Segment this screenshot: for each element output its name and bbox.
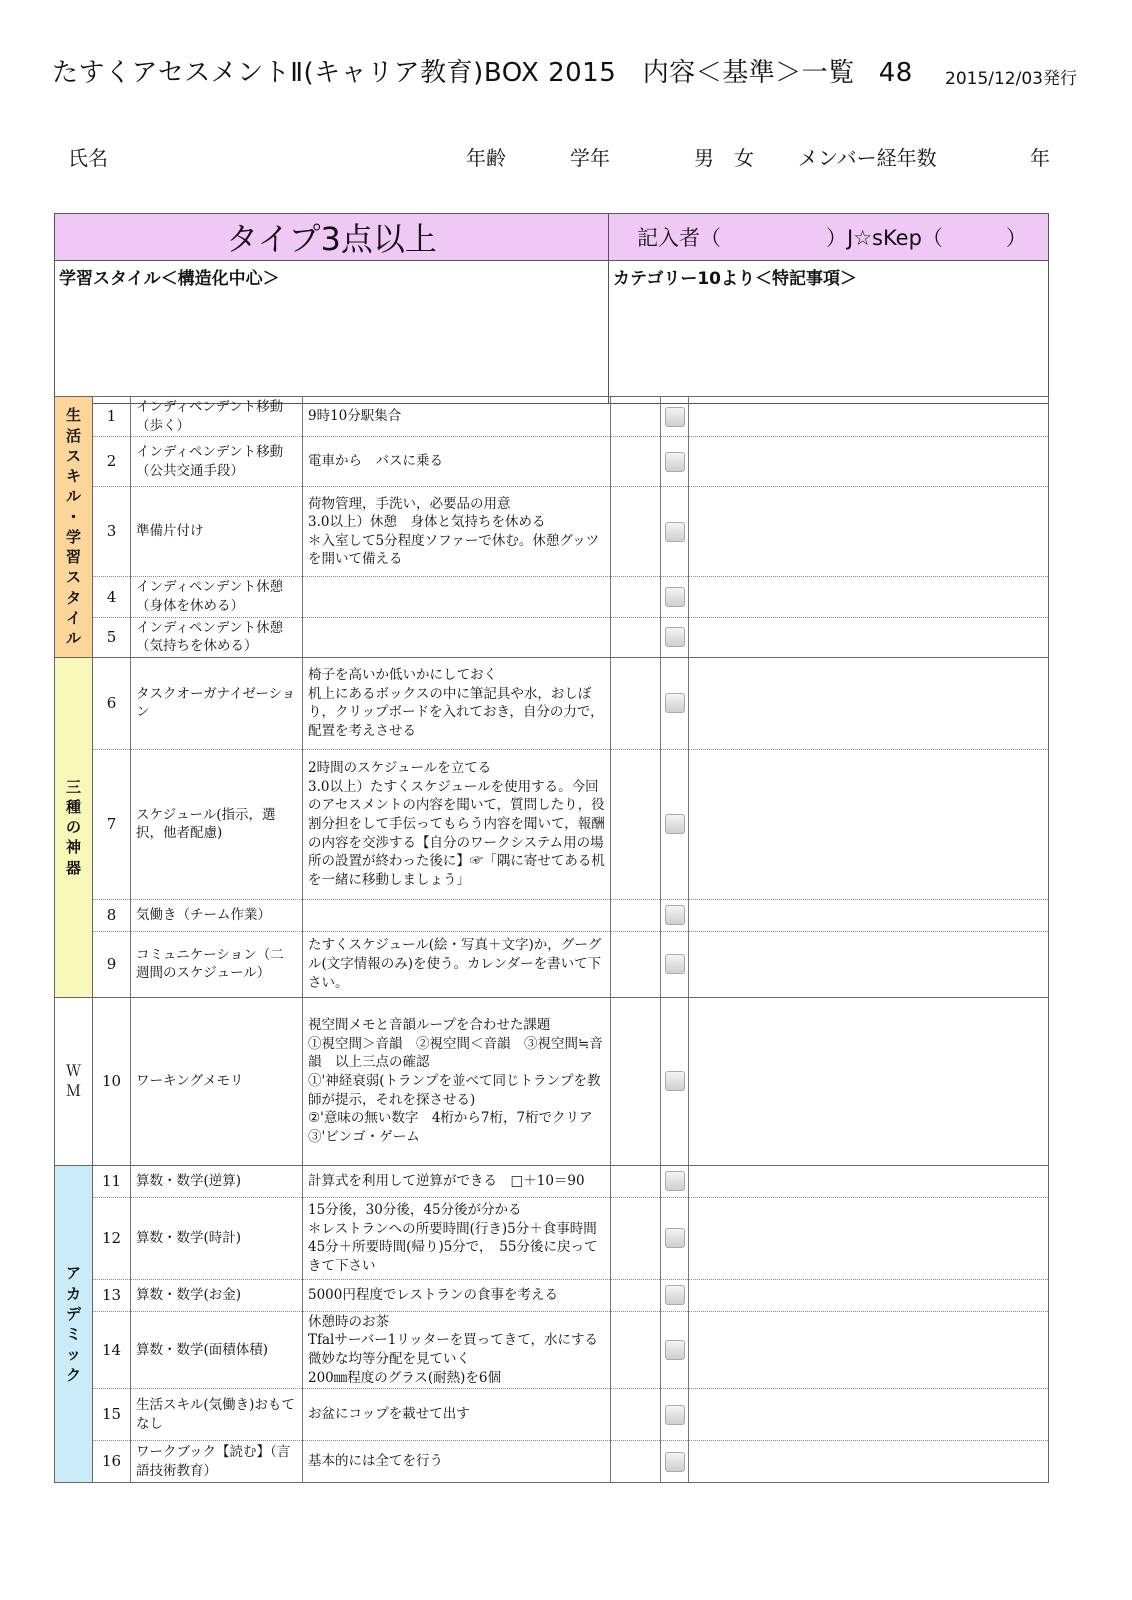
score-cell[interactable]	[611, 397, 661, 437]
year-unit-label: 年	[1030, 146, 1050, 170]
item-name: タスクオーガナイゼーション	[131, 657, 303, 749]
checkbox[interactable]	[665, 627, 685, 647]
table-row	[55, 1311, 1049, 1389]
assessment-table-body	[55, 397, 1049, 1483]
notes-cell[interactable]	[689, 437, 1049, 487]
table-row	[55, 997, 1049, 1165]
score-cell[interactable]	[611, 1441, 661, 1483]
item-name: コミュニケーション（二週間のスケジュール）	[131, 931, 303, 997]
notes-cell[interactable]	[689, 1311, 1049, 1389]
category-note-box[interactable]	[609, 261, 1049, 404]
category-label: Ｗ Ｍ	[55, 997, 93, 1165]
score-cell[interactable]	[611, 437, 661, 487]
score-cell[interactable]	[611, 1197, 661, 1279]
check-cell	[661, 657, 689, 749]
assessment-table	[54, 396, 1049, 1483]
notes-cell[interactable]	[689, 899, 1049, 931]
checkbox[interactable]	[665, 1071, 685, 1091]
notes-cell[interactable]	[689, 931, 1049, 997]
check-cell	[661, 397, 689, 437]
item-content: 2時間のスケジュールを立てる 3.0以上）たすくスケジュールを使用する。今回のアセスメントの内容を聞いて，質問したり，役割分担をして手伝ってもらう内容を聞いて，報酬の内容を交渉する【自分のワークシステム用の場所の設置が終わった後に】☞「隅に寄せてある机を一緒に移動しましょう」	[303, 749, 611, 899]
category-label: 三 種 の 神 器	[55, 657, 93, 997]
document-number: 48	[878, 58, 913, 88]
gender-label: 男 女	[694, 146, 754, 170]
document-title	[52, 52, 913, 89]
item-name: 気働き（チーム作業）	[131, 899, 303, 931]
notes-cell[interactable]	[689, 1165, 1049, 1197]
checkbox[interactable]	[665, 1405, 685, 1425]
check-cell	[661, 487, 689, 577]
table-row	[55, 487, 1049, 577]
item-name: インディペンデント移動（公共交通手段）	[131, 437, 303, 487]
item-number: 4	[93, 577, 131, 617]
checkbox[interactable]	[665, 693, 685, 713]
checkbox[interactable]	[665, 522, 685, 542]
notes-cell[interactable]	[689, 749, 1049, 899]
check-cell	[661, 1197, 689, 1279]
item-number: 13	[93, 1279, 131, 1311]
notes-cell[interactable]	[689, 1197, 1049, 1279]
score-cell[interactable]	[611, 997, 661, 1165]
notes-cell[interactable]	[689, 1389, 1049, 1441]
score-cell[interactable]	[611, 749, 661, 899]
category-note-label: カテゴリー10より＜特記事項＞	[613, 269, 857, 289]
item-content	[303, 617, 611, 657]
score-cell[interactable]	[611, 577, 661, 617]
item-name: 準備片付け	[131, 487, 303, 577]
item-content: 15分後，30分後，45分後が分かる ＊レストランへの所要時間(行き)5分＋食事時間45分＋所要時間(帰り)5分で， 55分後に戻ってきて下さい	[303, 1197, 611, 1279]
score-cell[interactable]	[611, 1165, 661, 1197]
item-content	[303, 899, 611, 931]
score-cell[interactable]	[611, 657, 661, 749]
table-row	[55, 899, 1049, 931]
table-row	[55, 1197, 1049, 1279]
item-number: 8	[93, 899, 131, 931]
score-cell[interactable]	[611, 1311, 661, 1389]
checkbox[interactable]	[665, 452, 685, 472]
table-row	[55, 617, 1049, 657]
checkbox[interactable]	[665, 1452, 685, 1472]
item-number: 7	[93, 749, 131, 899]
checkbox[interactable]	[665, 1285, 685, 1305]
item-content: 5000円程度でレストランの食事を考える	[303, 1279, 611, 1311]
notes-cell[interactable]	[689, 997, 1049, 1165]
item-name: 算数・数学(逆算)	[131, 1165, 303, 1197]
notes-cell[interactable]	[689, 487, 1049, 577]
table-row	[55, 437, 1049, 487]
item-number: 2	[93, 437, 131, 487]
table-row	[55, 1165, 1049, 1197]
checkbox[interactable]	[665, 954, 685, 974]
item-content: 荷物管理，手洗い，必要品の用意 3.0以上）休憩 身体と気持ちを休める ＊入室して5分程度ソファーで休む。休憩グッツを開いて備える	[303, 487, 611, 577]
item-content: たすくスケジュール(絵・写真＋文字)か，グーグル(文字情報のみ)を使う。カレンダーを書いて下さい。	[303, 931, 611, 997]
item-number: 14	[93, 1311, 131, 1389]
item-content	[303, 577, 611, 617]
item-name: 生活スキル(気働き)おもてなし	[131, 1389, 303, 1441]
check-cell	[661, 1389, 689, 1441]
check-cell	[661, 577, 689, 617]
summary-table	[54, 213, 1049, 404]
item-number: 1	[93, 397, 131, 437]
score-cell[interactable]	[611, 1389, 661, 1441]
item-number: 15	[93, 1389, 131, 1441]
checkbox[interactable]	[665, 587, 685, 607]
item-number: 6	[93, 657, 131, 749]
category-label: ア カ デ ミ ッ ク	[55, 1165, 93, 1483]
item-number: 16	[93, 1441, 131, 1483]
member-years-label: メンバー経年数	[798, 146, 937, 170]
check-cell	[661, 1311, 689, 1389]
item-number: 10	[93, 997, 131, 1165]
item-content: 休憩時のお茶 Tfalサーバー1リッターを買ってきて，水にする微妙な均等分配を見ていく 200㎜程度のグラス(耐熱)を6個	[303, 1311, 611, 1389]
score-cell[interactable]	[611, 1279, 661, 1311]
item-content: 視空間メモと音韻ループを合わせた課題 ①視空間＞音韻 ②視空間＜音韻 ③視空間≒音韻 以上三点の確認 ①'神経衰弱(トランプを並べて同じトランプを教師が提示，それを探させる) ②'意味の無い数字 4桁から7桁，7桁でクリア ③'ビンゴ・ゲーム	[303, 997, 611, 1165]
learning-style-box[interactable]	[55, 261, 609, 404]
check-cell	[661, 437, 689, 487]
item-name: 算数・数学(面積体積)	[131, 1311, 303, 1389]
item-name: インディペンデント休憩（気持ちを休める）	[131, 617, 303, 657]
table-row	[55, 1441, 1049, 1483]
item-content: 計算式を利用して逆算ができる □＋10＝90	[303, 1165, 611, 1197]
item-name: ワークブック【読む】（言語技術教育）	[131, 1441, 303, 1483]
learning-style-label: 学習スタイル＜構造化中心＞	[59, 269, 280, 289]
checkbox[interactable]	[665, 1171, 685, 1191]
notes-cell[interactable]	[689, 1279, 1049, 1311]
item-content: 電車から バスに乗る	[303, 437, 611, 487]
type-heading: タイプ3点以上	[55, 214, 609, 261]
score-cell[interactable]	[611, 899, 661, 931]
item-content: お盆にコップを載せて出す	[303, 1389, 611, 1441]
grade-label: 学年	[570, 146, 610, 170]
item-name: ワーキングメモリ	[131, 997, 303, 1165]
item-number: 3	[93, 487, 131, 577]
notes-cell[interactable]	[689, 397, 1049, 437]
checkbox[interactable]	[665, 814, 685, 834]
notes-cell[interactable]	[689, 1441, 1049, 1483]
age-label: 年齢	[466, 146, 506, 170]
table-row	[55, 657, 1049, 749]
notes-cell[interactable]	[689, 617, 1049, 657]
table-row	[55, 749, 1049, 899]
score-cell[interactable]	[611, 931, 661, 997]
item-name: インディペンデント移動（歩く）	[131, 397, 303, 437]
item-number: 12	[93, 1197, 131, 1279]
checkbox[interactable]	[665, 1228, 685, 1248]
name-label: 氏名	[68, 146, 108, 170]
check-cell	[661, 1441, 689, 1483]
category-label: 生 活 ス キ ル ・ 学 習 ス タ イ ル	[55, 397, 93, 658]
item-content: 基本的には全てを行う	[303, 1441, 611, 1483]
item-number: 11	[93, 1165, 131, 1197]
notes-cell[interactable]	[689, 577, 1049, 617]
title-text: たすくアセスメントⅡ(キャリア教育)BOX 2015 内容＜基準＞一覧	[52, 58, 855, 88]
table-row	[55, 1389, 1049, 1441]
item-number: 5	[93, 617, 131, 657]
table-row	[55, 931, 1049, 997]
recorder-field[interactable]: 記入者（ ）J☆sKep（ ）	[609, 214, 1049, 261]
item-name: 算数・数学(お金)	[131, 1279, 303, 1311]
check-cell	[661, 899, 689, 931]
issue-date: 2015/12/03発行	[945, 69, 1077, 89]
item-name: インディペンデント休憩（身体を休める）	[131, 577, 303, 617]
item-number: 9	[93, 931, 131, 997]
check-cell	[661, 1165, 689, 1197]
item-name: 算数・数学(時計)	[131, 1197, 303, 1279]
person-info-row	[0, 142, 1132, 172]
check-cell	[661, 749, 689, 899]
score-cell[interactable]	[611, 487, 661, 577]
table-row	[55, 1279, 1049, 1311]
table-row	[55, 577, 1049, 617]
check-cell	[661, 931, 689, 997]
check-cell	[661, 1279, 689, 1311]
check-cell	[661, 617, 689, 657]
table-row	[55, 397, 1049, 437]
item-content: 9時10分駅集合	[303, 397, 611, 437]
score-cell[interactable]	[611, 617, 661, 657]
checkbox[interactable]	[665, 1340, 685, 1360]
checkbox[interactable]	[665, 905, 685, 925]
checkbox[interactable]	[665, 407, 685, 427]
notes-cell[interactable]	[689, 657, 1049, 749]
item-name: スケジュール(指示，選択，他者配慮)	[131, 749, 303, 899]
item-content: 椅子を高いか低いかにしておく 机上にあるボックスの中に筆記具や水，おしぼり，クリップボードを入れておき，自分の力で，配置を考えさせる	[303, 657, 611, 749]
check-cell	[661, 997, 689, 1165]
